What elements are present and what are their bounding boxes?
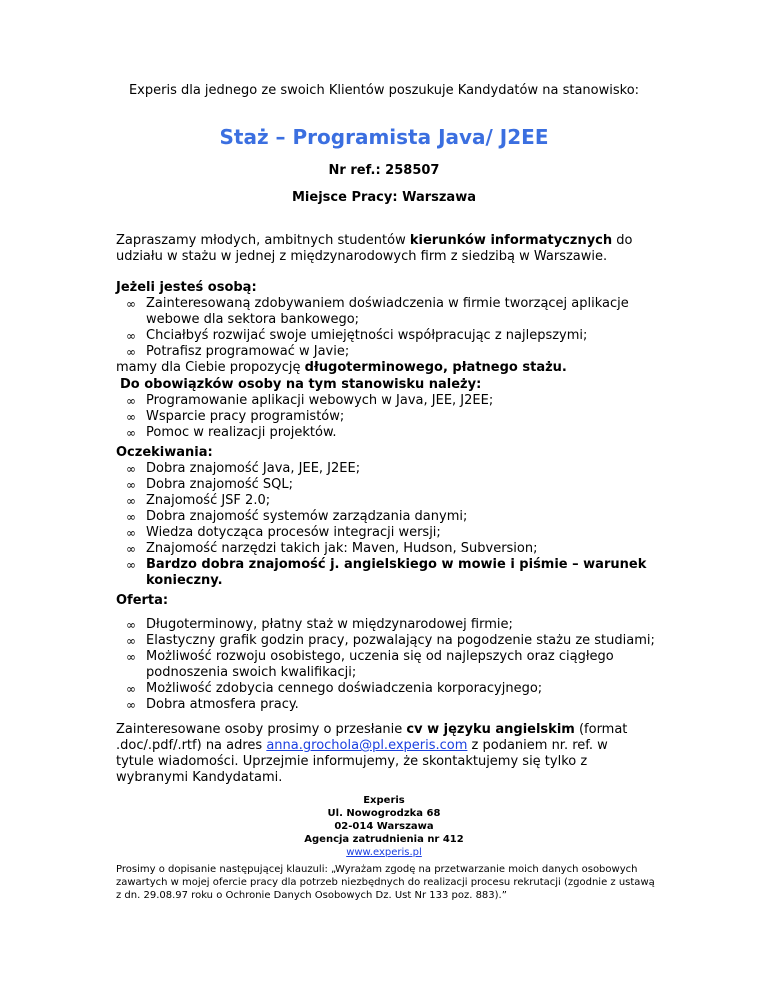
bullet-icon: ∞ [126,410,136,424]
bullet-icon: ∞ [126,698,136,712]
company-footer [0,794,768,859]
bullet-icon: ∞ [126,526,136,540]
offer-summary: mamy dla Ciebie propozycję długoterminowego, płatnego stażu. [116,360,567,375]
bullet-icon: ∞ [126,510,136,524]
list-item: ∞ Elastyczny grafik godzin pracy, pozwalający na pogodzenie stażu ze studiami; [126,633,655,648]
application-instructions: Zainteresowane osoby prosimy o przesłanie cv w języku angielskim (format .doc/.pdf/.rtf) na adres anna.grochola@pl.experis.com z podaniem nr. ref. w tytule wiadomości. Uprzejmie informujemy, że skontaktujemy się tylko z wybranymi Kandydatami. [116,722,628,785]
section-heading: Jeżeli jesteś osobą: [116,280,257,295]
bullet-icon: ∞ [126,462,136,476]
company-street: Ul. Nowogrodzka 68 [327,808,441,819]
bullet-icon: ∞ [126,634,136,648]
job-title: Staż – Programista Java/ J2EE [219,125,549,149]
list-item: ∞ Dobra znajomość SQL; [126,477,294,492]
section-duties [120,377,660,441]
list-item: ∞ Zainteresowaną zdobywaniem doświadczenia w firmie tworzącej aplikacje webowe dla sektora bankowego; [126,296,629,327]
list-item: ∞ Długoterminowy, płatny staż w międzynarodowej firmie; [126,617,513,632]
list-item: ∞ Dobra znajomość systemów zarządzania danymi; [126,509,468,524]
bullet-icon: ∞ [126,426,136,440]
invitation-paragraph [116,233,656,265]
section-heading: Oczekiwania: [116,445,213,460]
bullet-icon: ∞ [126,394,136,408]
list-item: ∞ Możliwość zdobycia cennego doświadczenia korporacyjnego; [126,681,543,696]
bullet-icon: ∞ [126,478,136,492]
bullet-icon: ∞ [126,297,136,311]
reference-number: Nr ref.: 258507 [328,163,440,178]
invitation-highlight: kierunków informatycznych [409,233,613,248]
list-item: ∞ Wiedza dotycząca procesów integracji wersji; [126,525,441,540]
website-link[interactable]: www.experis.pl [346,847,422,858]
intro-line: Experis dla jednego ze swoich Klientów poszukuje Kandydatów na stanowisko: [128,83,640,98]
invitation-text-a: Zapraszamy młodych, ambitnych studentów [116,233,410,248]
bullet-icon: ∞ [126,558,136,572]
section-offer [116,593,656,713]
section-requirements [116,445,656,589]
list-item: ∞ Wsparcie pracy programistów; [126,409,345,424]
list-item: ∞ Programowanie aplikacji webowych w Java, JEE, J2EE; [126,393,494,408]
bullet-icon: ∞ [126,618,136,632]
invitation-text-c: do udziału w stażu w jednej z międzynarodowych firm z siedzibą w Warszawie. [116,233,633,264]
bullet-icon: ∞ [126,494,136,508]
email-link[interactable]: anna.grochola@pl.experis.com [266,738,468,753]
list-item: ∞ Potrafisz programować w Javie; [126,344,350,359]
list-item: ∞ Dobra atmosfera pracy. [126,697,299,712]
section-heading: Oferta: [116,593,169,608]
agency-number: Agencja zatrudnienia nr 412 [304,834,464,845]
company-city: 02-014 Warszawa [334,821,434,832]
list-item: ∞ Chciałbyś rozwijać swoje umiejętności współpracując z najlepszymi; [126,328,588,343]
bullet-icon: ∞ [126,650,136,664]
list-item: ∞ Możliwość rozwoju osobistego, uczenia się od najlepszych oraz ciągłego podnoszenia swoich kwalifikacji; [126,649,614,680]
section-heading: Do obowiązków osoby na tym stanowisku należy: [120,377,482,392]
list-item: ∞ Bardzo dobra znajomość j. angielskiego w mowie i piśmie – warunek konieczny. [126,557,647,588]
bullet-icon: ∞ [126,345,136,359]
bullet-icon: ∞ [126,682,136,696]
list-item: ∞ Znajomość JSF 2.0; [126,493,271,508]
bullet-icon: ∞ [126,329,136,343]
company-name: Experis [363,795,405,806]
bullet-icon: ∞ [126,542,136,556]
list-item: ∞ Znajomość narzędzi takich jak: Maven, Hudson, Subversion; [126,541,538,556]
list-item: ∞ Pomoc w realizacji projektów. [126,425,337,440]
list-item: ∞ Dobra znajomość Java, JEE, J2EE; [126,461,361,476]
work-location: Miejsce Pracy: Warszawa [292,190,476,205]
section-candidate-profile [116,280,656,376]
data-processing-clause: Prosimy o dopisanie następującej klauzuli: „Wyrażam zgodę na przetwarzanie moich danych osobowych zawartych w mojej ofercie pracy dla potrzeb niezbędnych do realizacji procesu rekrutacji (zgodnie z ustawą z dn. 29.08.97 roku o Ochronie Danych Osobowych Dz. Ust Nr 133 poz. 883).” [116,864,655,901]
